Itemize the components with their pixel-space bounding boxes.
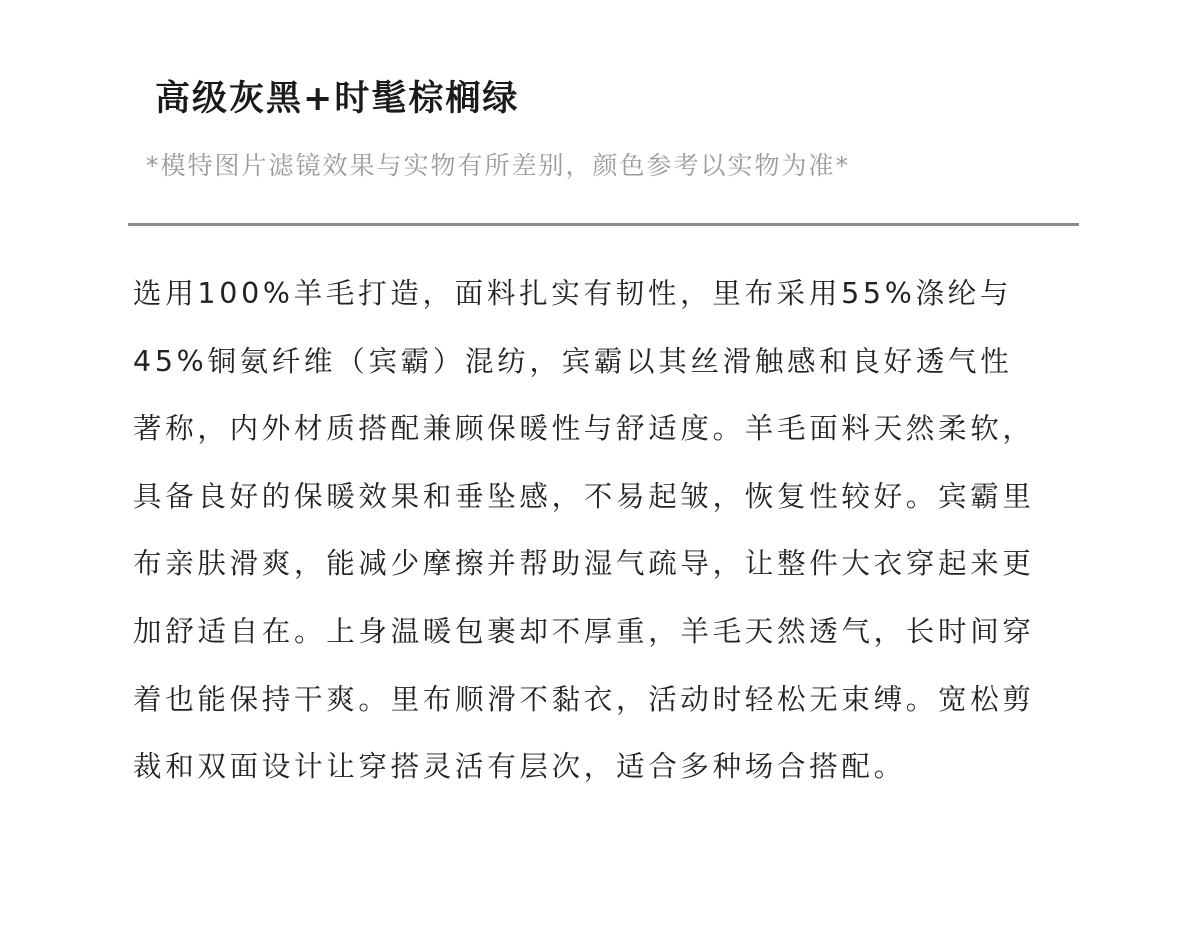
material-description <box>133 260 1078 801</box>
color-disclaimer-note: *模特图片滤镜效果与实物有所差别，颜色参考以实物为准* <box>146 151 851 180</box>
section-divider <box>128 223 1079 226</box>
description-line: 选用100%羊毛打造，面料扎实有韧性，里布采用55%涤纶与 <box>133 277 1013 310</box>
description-line: 著称，内外材质搭配兼顾保暖性与舒适度。羊毛面料天然柔软， <box>133 412 1035 446</box>
description-line: 裁和双面设计让穿搭灵活有层次，适合多种场合搭配。 <box>133 750 906 784</box>
description-line: 布亲肤滑爽，能减少摩擦并帮助湿气疏导，让整件大衣穿起来更 <box>133 547 1035 581</box>
description-line: 着也能保持干爽。里布顺滑不黏衣，活动时轻松无束缚。宽松剪 <box>133 682 1035 716</box>
description-line: 具备良好的保暖效果和垂坠感，不易起皱，恢复性较好。宾霸里 <box>133 479 1035 513</box>
product-color-title: 高级灰黑+时髦棕榈绿 <box>155 79 520 119</box>
description-line: 加舒适自在。上身温暖包裹却不厚重，羊毛天然透气，长时间穿 <box>133 614 1035 648</box>
description-line: 45%铜氨纤维（宾霸）混纺，宾霸以其丝滑触感和良好透气性 <box>133 344 1013 378</box>
